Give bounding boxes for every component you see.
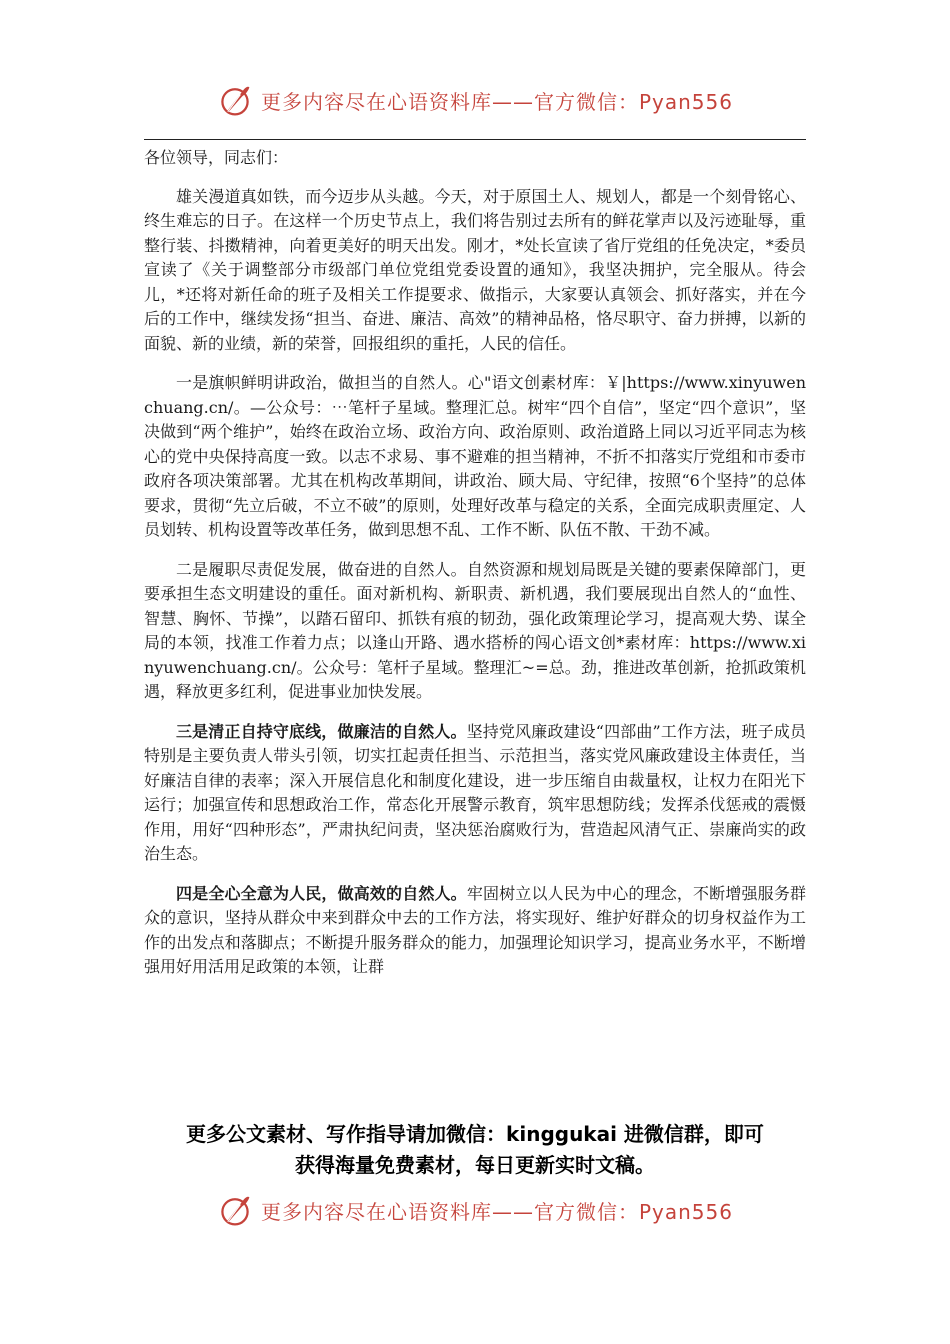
footer-banner [0,1192,950,1228]
promo-line-2: 获得海量免费素材，每日更新实时文稿。 [295,1153,655,1177]
quill-pen-logo-icon [217,1192,253,1228]
paragraph-point-4 [144,882,806,980]
point-4-heading: 四是全心全意为人民，做高效的自然人。 [176,883,467,903]
paragraph-point-3 [144,720,806,867]
paragraph-intro: 雄关漫道真如铁，而今迈步从头越。今天，对于原国土人、规划人，都是一个刻骨铭心、终生难忘的日子。在这样一个历史节点上，我们将告别过去所有的鲜花掌声以及污迹耻辱，重整行装、抖擞精神，向着更美好的明天出发。刚才，*处长宣读了省厅党组的任免决定，*委员宣读了《关于调整部分市级部门单位党组党委设置的通知》，我坚决拥护，完全服从。待会儿，*还将对新任命的班子及相关工作提要求、做指示，大家要认真领会、抓好落实，并在今后的工作中，继续发扬“担当、奋进、廉洁、高效”的精神品格，恪尽职守、奋力拼搏，以新的面貌、新的业绩，新的荣誉，回报组织的重托，人民的信任。 [144,186,806,353]
point-4-body: 牢固树立以人民为中心的理念，不断增强服务群众的意识，坚持从群众中来到群众中去的工作方法，将实现好、维护好群众的切身权益作为工作的出发点和落脚点；不断提升服务群众的能力，加强理论知识学习，提高业务水平，不断增强用好用活用足政策的本领，让群 [144,883,806,976]
promo-line-1: 更多公文素材、写作指导请加微信：kinggukai 进微信群，即可 [186,1122,764,1146]
footer-banner-text: 更多内容尽在心语资料库——官方微信：Pyan556 [260,1199,733,1224]
document-body [144,146,806,995]
paragraph-point-2: 二是履职尽责促发展，做奋进的自然人。自然资源和规划局既是关键的要素保障部门，更要承担生态文明建设的重任。面对新机构、新职责、新机遇，我们要展现出自然人的“血性、智慧、胸怀、节操”，以踏石留印、抓铁有痕的韧劲，强化政策理论学习，提高观大势、谋全局的本领，找准工作着力点；以逢山开路、遇水搭桥的闯心语文创*素材库：https://www.xinyuwenchuang.cn/。公众号：笔杆子星域。整理汇~=总。劲，推进改革创新，抢抓政策机遇，释放更多红利，促进事业加快发展。 [144,559,806,701]
point-3-body: 坚持党风廉政建设“四部曲”工作方法，班子成员特别是主要负责人带头引领，切实扛起责任担当、示范担当，落实党风廉政建设主体责任，当好廉洁自律的表率；深入开展信息化和制度化建设，进一步压缩自由裁量权，让权力在阳光下运行；加强宣传和思想政治工作，常态化开展警示教育，筑牢思想防线；发挥杀伐惩戒的震慑作用，用好“四种形态”，严肃执纪问责，坚决惩治腐败行为，营造起风清气正、崇廉尚实的政治生态。 [144,721,806,863]
header-banner-text: 更多内容尽在心语资料库——官方微信：Pyan556 [260,89,733,114]
paragraph-point-1: 一是旗帜鲜明讲政治，做担当的自然人。心"语文创素材库：￥|https://www.xinyuwenchuang.cn/。—公众号：⋯笔杆子星域。整理汇总。树牢“四个自信”，坚定“四个意识”，坚决做到“两个维护”，始终在政治立场、政治方向、政治原则、政治道路上同以习近平同志为核心的党中央保持高度一致。以志不求易、事不避难的担当精神，不折不扣落实厅党组和市委市政府各项决策部署。尤其在机构改革期间，讲政治、顾大局、守纪律，按照“6个坚持”的总体要求，贯彻“先立后破，不立不破”的原则，处理好改革与稳定的关系，全面完成职责厘定、人员划转、机构设置等改革任务，做到思想不乱、工作不断、队伍不散、干劲不减。 [144,373,806,539]
promo-notice [120,1119,830,1181]
header-banner [0,82,950,118]
header-divider [144,139,806,140]
salutation: 各位领导，同志们： [144,148,289,167]
quill-pen-logo-icon [217,82,253,118]
point-3-heading: 三是清正自持守底线，做廉洁的自然人。 [176,721,467,741]
